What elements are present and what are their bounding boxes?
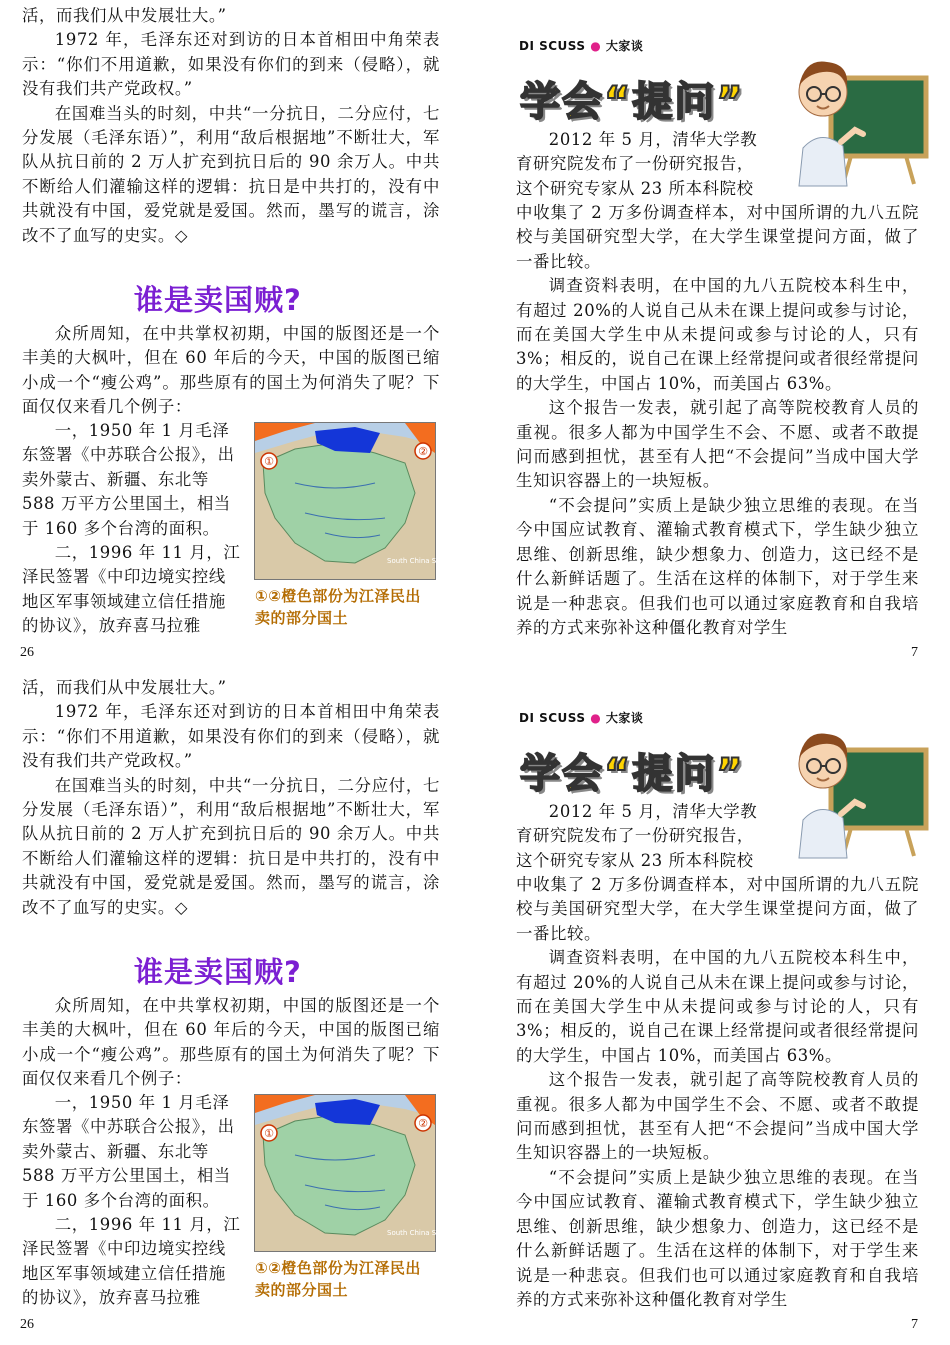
text-paragraph: 在国难当头的时刻，中共“一分抗日，二分应付，七分发展（毛泽东语）”，利用“敌后根据地”不断壮大，军队从抗日前的 2 万人扩充到抗日后的 90 余万人。中共不断给人们灌输这样的逻辑：抗日是中共打的，没有中共就没有中国，爱党就是爱国。然而，墨写的谎言，涂改不了血写的史实。◇ [22, 775, 440, 917]
header-cn: 大家谈 [605, 39, 644, 53]
list-item: 二，1996 年 11 月，江泽民签署《中印边境实控线地区军事领域建立信任措施的协议》，放弃喜马拉雅 [22, 543, 241, 636]
list-item: 一，1950 年 1 月毛泽东签署《中苏联合公报》，出卖外蒙古、新疆、东北等 588 万平方公里国土，相当于 160 多个台湾的面积。 [22, 421, 235, 538]
list-item: 一，1950 年 1 月毛泽东签署《中苏联合公报》，出卖外蒙古、新疆、东北等 588 万平方公里国土，相当于 160 多个台湾的面积。 [22, 1093, 235, 1210]
header-dot: ● [590, 711, 602, 725]
map-illustration [255, 1095, 445, 1251]
text-paragraph: 2012 年 5 月，清华大学教育研究院发布了一份研究报告，这个研究专家从 23 所本科院校 [516, 802, 758, 870]
right-body-text [516, 201, 919, 640]
map-sea-label: South China Sea [387, 557, 445, 565]
map-label-2: ② [418, 445, 428, 458]
text-paragraph: “不会提问”实质上是缺少独立思维的表现。在当今中国应试教育、灌输式教育模式下，学生缺少独立思维、创新思维，缺少想象力、创造力，这已经不是什么新鲜话题了。生活在这样的体制下，对于学生来说是一种悲哀。但我们也可以通过家庭教育和自我培养的方式来弥补这种僵化教育对学生 [516, 1167, 919, 1309]
left-page [20, 0, 445, 672]
right-page [516, 672, 919, 1344]
right-body-text [516, 873, 919, 1312]
teacher-illustration [791, 710, 926, 858]
intro-paragraph: 众所周知，在中共掌权初期，中国的版图还是一个丰美的大枫叶，但在 60 年后的今天，中国的版图已缩小成一个“瘦公鸡”。那些原有的国土为何消失了呢？下面仅仅来看几个例子： [22, 324, 440, 417]
para1-head [516, 800, 766, 873]
text-paragraph: 调查资料表明，在中国的九八五院校本科生中，有超过 20%的人说自己从未在课上提问或参与讨论，而在美国大学生中从未提问或参与讨论的人，只有 3%；相反的，说自己在课上经常提问或者很经常提问的大学生，中国占 10%，而美国占 63%。 [516, 276, 919, 393]
map-illustration [255, 423, 445, 579]
china-map-image [254, 1094, 445, 1252]
text-paragraph: 这个报告一发表，就引起了高等院校教育人员的重视。很多人都为中国学生不会、不愿、或者不敢提问而感到担忧，甚至有人把“不会提问”当成中国大学生知识容器上的一块短板。 [516, 398, 919, 491]
text-paragraph: 活，而我们从中发展壮大。” [22, 6, 227, 25]
intro-paragraph: 众所周知，在中共掌权初期，中国的版图还是一个丰美的大枫叶，但在 60 年后的今天，中国的版图已缩小成一个“瘦公鸡”。那些原有的国土为何消失了呢？下面仅仅来看几个例子： [22, 996, 440, 1089]
text-paragraph: 1972 年，毛泽东还对到访的日本首相田中角荣表示：“你们不用道歉，如果没有你们的到来（侵略），就没有我们共产党政权。” [22, 702, 440, 771]
section-title: 谁是卖国贼? [134, 955, 302, 989]
column-header [519, 709, 643, 726]
article-title: 学会“提问” [520, 751, 745, 797]
map-label-1: ① [264, 455, 274, 468]
page-number: 26 [20, 1317, 34, 1332]
spread-top [0, 0, 950, 672]
text-paragraph: 2012 年 5 月，清华大学教育研究院发布了一份研究报告，这个研究专家从 23 所本科院校 [516, 130, 758, 198]
spread-bottom [0, 672, 950, 1344]
map-sea-label: South China Sea [387, 1229, 445, 1237]
text-paragraph: 中收集了 2 万多份调查样本，对中国所谓的九八五院校与美国研究型大学，在大学生课堂提问方面，做了一番比较。 [516, 203, 919, 271]
text-paragraph: 1972 年，毛泽东还对到访的日本首相田中角荣表示：“你们不用道歉，如果没有你们的到来（侵略），就没有我们共产党政权。” [22, 30, 440, 99]
china-map-image [254, 422, 445, 580]
header-cn: 大家谈 [605, 711, 644, 725]
column-header [519, 37, 643, 54]
list-items [22, 1091, 242, 1311]
left-top-text [22, 4, 440, 248]
article-title: 学会“提问” [520, 79, 745, 125]
left-top-text [22, 676, 440, 920]
section-title: 谁是卖国贼? [134, 283, 302, 317]
map-caption: ①②橙色部份为江泽民出卖的部分国土 [255, 1259, 421, 1299]
header-en: DI SCUSS [519, 39, 586, 53]
text-paragraph: 中收集了 2 万多份调查样本，对中国所谓的九八五院校与美国研究型大学，在大学生课堂提问方面，做了一番比较。 [516, 875, 919, 943]
left-page [20, 672, 445, 1344]
header-en: DI SCUSS [519, 711, 586, 725]
text-paragraph: “不会提问”实质上是缺少独立思维的表现。在当今中国应试教育、灌输式教育模式下，学生缺少独立思维、创新思维，缺少想象力、创造力，这已经不是什么新鲜话题了。生活在这样的体制下，对于学生来说是一种悲哀。但我们也可以通过家庭教育和自我培养的方式来弥补这种僵化教育对学生 [516, 495, 919, 637]
text-paragraph: 在国难当头的时刻，中共“一分抗日，二分应付，七分发展（毛泽东语）”，利用“敌后根据地”不断壮大，军队从抗日前的 2 万人扩充到抗日后的 90 余万人。中共不断给人们灌输这样的逻辑：抗日是中共打的，没有中共就没有中国，爱党就是爱国。然而，墨写的谎言，涂改不了血写的史实。◇ [22, 103, 440, 245]
header-dot: ● [590, 39, 602, 53]
page-number: 7 [911, 1317, 918, 1332]
map-caption: ①②橙色部份为江泽民出卖的部分国土 [255, 587, 421, 627]
para1-head [516, 128, 766, 201]
text-paragraph: 活，而我们从中发展壮大。” [22, 678, 227, 697]
map-label-2: ② [418, 1117, 428, 1130]
page-number: 26 [20, 645, 34, 660]
list-item: 二，1996 年 11 月，江泽民签署《中印边境实控线地区军事领域建立信任措施的协议》，放弃喜马拉雅 [22, 1215, 241, 1308]
map-label-1: ① [264, 1127, 274, 1140]
teacher-illustration [791, 38, 926, 186]
text-paragraph: 这个报告一发表，就引起了高等院校教育人员的重视。很多人都为中国学生不会、不愿、或者不敢提问而感到担忧，甚至有人把“不会提问”当成中国大学生知识容器上的一块短板。 [516, 1070, 919, 1163]
right-page [516, 0, 919, 672]
list-items [22, 419, 242, 639]
text-paragraph: 调查资料表明，在中国的九八五院校本科生中，有超过 20%的人说自己从未在课上提问或参与讨论，而在美国大学生中从未提问或参与讨论的人，只有 3%；相反的，说自己在课上经常提问或者很经常提问的大学生，中国占 10%，而美国占 63%。 [516, 948, 919, 1065]
page-number: 7 [911, 645, 918, 660]
